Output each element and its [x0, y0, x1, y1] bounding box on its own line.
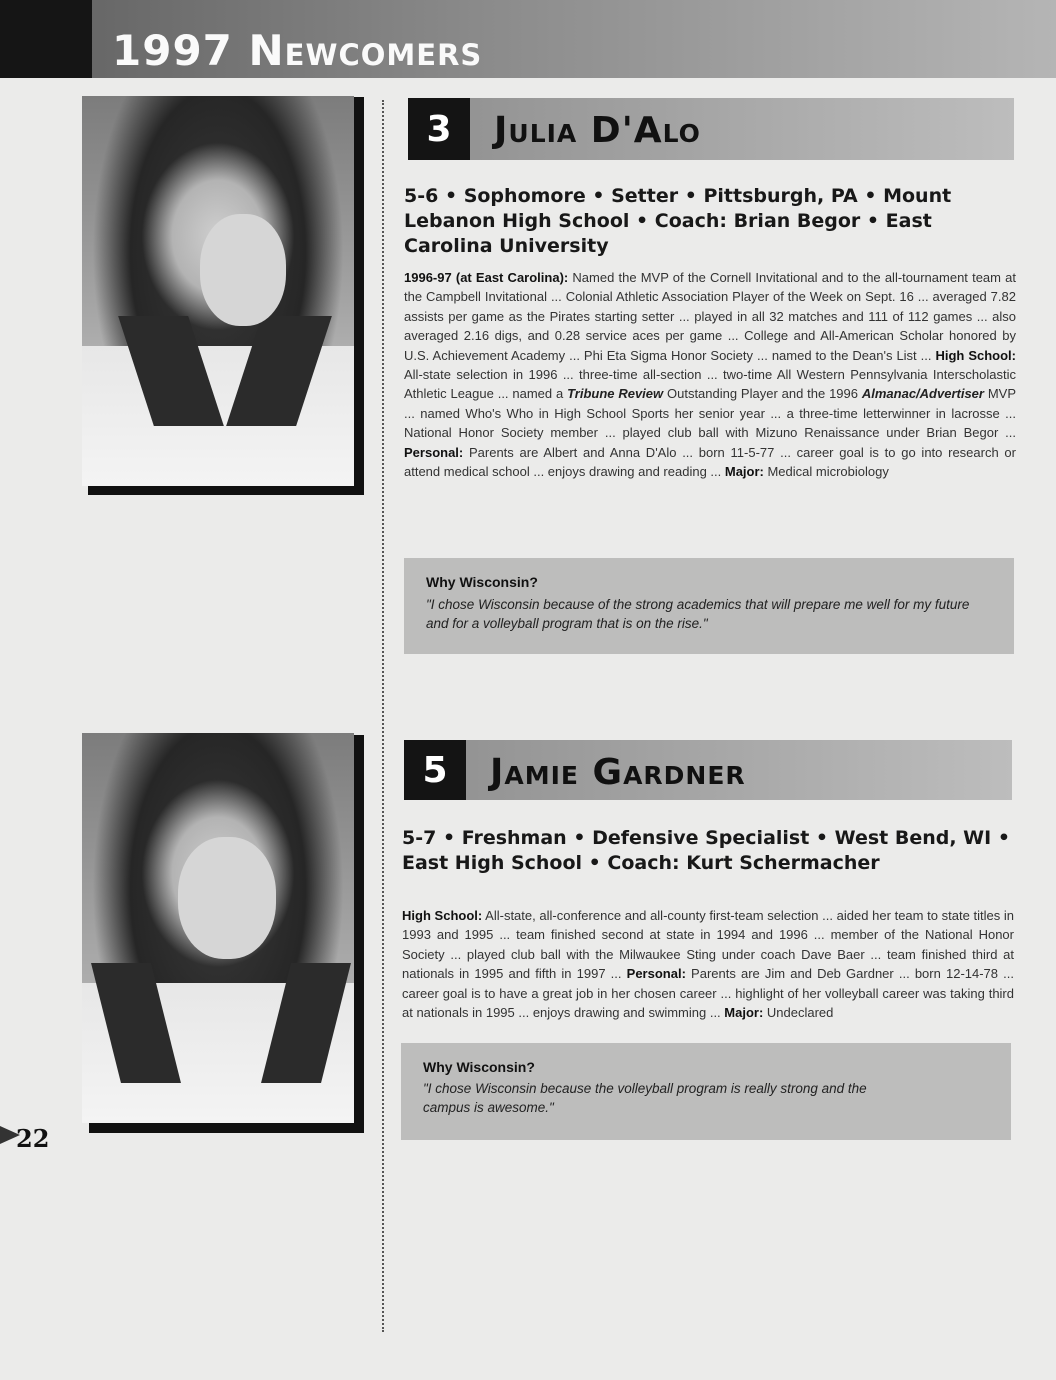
bio-text: Undeclared [763, 1005, 834, 1021]
bio-label: 1996-97 (at East Carolina): [404, 270, 569, 285]
bio-text: Parents are Albert and Anna D'Alo ... born 11-5-77 ... career goal is to go into research or attend medical school ... enjoys drawing and reading ... [404, 444, 1016, 480]
publication-name: Tribune Review [567, 386, 664, 402]
bio-text: MVP ... named Who's Who in High School Sports her senior year ... a three-time letterwinner in lacrosse ... National Honor Society member ... played club ball with Mizuno Renaissance under Brian Begor ... [404, 386, 1017, 441]
bio-label: High School: [935, 347, 1016, 363]
bio-label: Major: [724, 1005, 764, 1021]
jersey-number-2: 5 [404, 740, 466, 800]
player-bio-2 [402, 906, 1014, 1022]
bio-label: Personal: [626, 966, 686, 982]
player-name-1: Julia D'Alo [494, 110, 701, 151]
why-wisconsin-label-2: Why Wisconsin? [423, 1059, 535, 1075]
why-wisconsin-quote-1: "I chose Wisconsin because of the strong academics that will prepare me well for my future and for a volleyball program that is on the rise." [426, 597, 970, 631]
bio-text: All-state selection in 1996 ... three-time all-section ... two-time All Western Pennsylvania Interscholastic Athletic League ... named a [404, 367, 1016, 402]
player-info-1: 5-6 • Sophomore • Setter • Pittsburgh, PA • Mount Lebanon High School • Coach: Brian Begor • East Carolina University [404, 185, 952, 257]
why-wisconsin-label-1: Why Wisconsin? [426, 574, 538, 590]
bio-text: Parents are Jim and Deb Gardner ... born 12-14-78 ... career goal is to have a great job in her chosen career ... highlight of her volleyball career was taking third at nationals in 1995 ... enjoys drawing and swimming ... [402, 966, 1014, 1021]
player-info-2: 5-7 • Freshman • Defensive Specialist • West Bend, WI • East High School • Coach: Kurt Schermacher [402, 827, 1010, 874]
publication-name: Almanac/Advertiser [861, 386, 984, 402]
title-year: 1997 [112, 26, 233, 75]
bio-text: All-state, all-conference and all-county first-team selection ... aided her team to state titles in 1993 and 1995 ... team finished second at state in 1994 and 1996 ... member of the National Honor Society ... played club ball with the Milwaukee Sting under coach Dave Baer ... team finished third at nationals in 1995 and fifth in 1997 ... [402, 908, 1014, 982]
why-wisconsin-quote-2: "I chose Wisconsin because the volleyball program is really strong and the campus is awesome." [423, 1081, 867, 1115]
bio-text: Medical microbiology [763, 464, 889, 480]
player-photo-2 [82, 733, 354, 1123]
column-divider [382, 100, 384, 1332]
page-number: 22 [16, 1124, 50, 1153]
header-dark-block [0, 0, 92, 78]
player-bio-1 [404, 268, 1016, 481]
bio-text: Named the MVP of the Cornell Invitational and to the all-tournament team at the Campbell Invitational ... Colonial Athletic Association Player of the Week on Sept. 16 ... averaged 7.82 assists per game as the Pirates starting setter ... played in all 32 matches and 111 of 112 games ... also averaged 2.16 digs, and 0.28 service aces per game ... College and All-American Scholar honored by U.S. Achievement Academy ... Phi Eta Sigma Honor Society ... named to the Dean's List ... [404, 270, 1016, 363]
why-wisconsin-box-2 [401, 1043, 1011, 1140]
player-photo-1 [82, 96, 354, 486]
bio-text: Outstanding Player and the 1996 [663, 386, 862, 402]
page-title [112, 26, 482, 75]
bio-label: High School: [402, 908, 483, 923]
why-wisconsin-box-1 [404, 558, 1014, 654]
title-word: Newcomers [248, 26, 483, 75]
bio-label: Personal: [404, 444, 464, 460]
jersey-number-1: 3 [408, 98, 470, 160]
bio-label: Major: [724, 464, 764, 480]
player-name-2: Jamie Gardner [490, 752, 746, 793]
